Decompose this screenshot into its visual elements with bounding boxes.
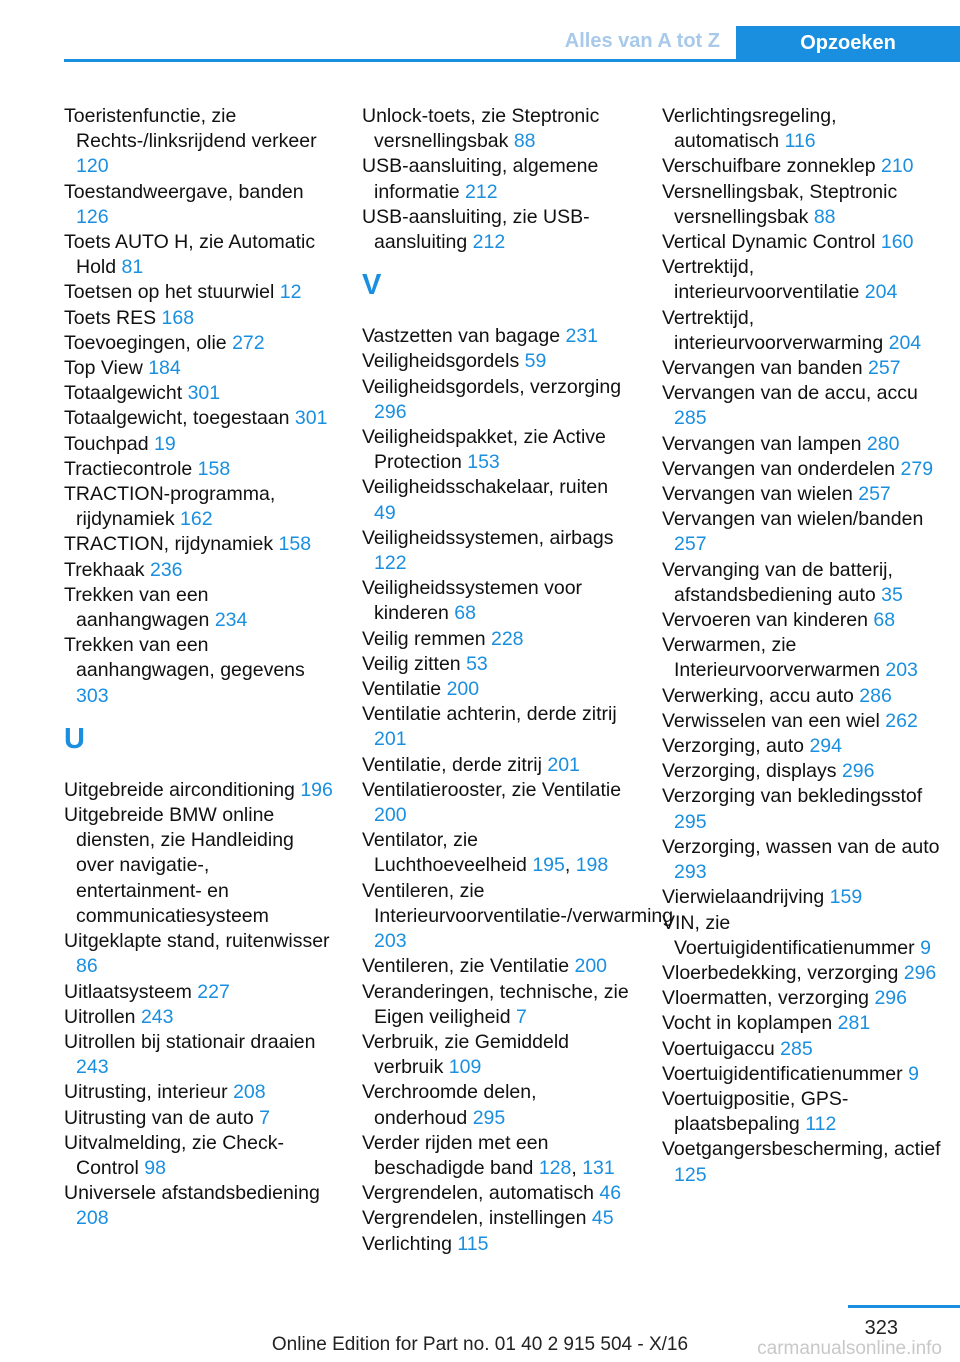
index-entry-text: Verlichting xyxy=(362,1232,452,1255)
index-entry-text: Verder rijden met een beschadigde band xyxy=(362,1131,549,1179)
index-entry xyxy=(662,759,942,784)
page-reference-link[interactable]: 200 xyxy=(446,678,480,701)
index-entry-text: Vertrektijd, interieurvoorventilatie xyxy=(662,256,860,304)
page-number: 323 xyxy=(864,1317,898,1339)
page-reference-link[interactable]: 200 xyxy=(374,804,407,827)
index-entry-text: Veiligheidsgordels xyxy=(362,350,520,373)
page-reference-link[interactable]: 204 xyxy=(864,281,898,304)
section-tab: Opzoeken xyxy=(736,26,960,62)
index-entry xyxy=(362,349,634,374)
index-entry-text: Verwarmen, zie Interieurvoorverwarmen xyxy=(662,634,880,682)
page-reference-link[interactable]: 59 xyxy=(524,350,547,373)
index-entry xyxy=(64,1005,336,1030)
index-entry xyxy=(64,432,336,457)
index-entry-text: Vloerbedekking, verzorging xyxy=(662,961,899,984)
index-entry xyxy=(662,835,942,885)
index-entry-text: USB-aansluiting, algemene informatie xyxy=(362,155,599,203)
index-entry-text: Vertical Dynamic Control xyxy=(662,231,876,254)
index-entry xyxy=(662,154,942,179)
index-entry-text: Uitrollen xyxy=(64,1005,136,1028)
page-reference-link[interactable]: 88 xyxy=(813,205,836,228)
index-entry-text: TRACTION-programma, rijdynamiek xyxy=(64,483,276,531)
index-entry-text: Tractiecontrole xyxy=(64,457,193,480)
index-entry-text: Verzorging van bekledingsstof xyxy=(662,785,923,808)
index-entry-text: Uitlaatsysteem xyxy=(64,980,192,1003)
index-entry-text: Voertuigpositie, GPS-plaatsbepaling xyxy=(662,1087,849,1136)
index-entry-text: Uitgeklapte stand, ruitenwisser xyxy=(64,930,330,953)
index-entry-text: Verchroomde delen, onderhoud xyxy=(362,1081,537,1129)
page-reference-link[interactable]: 286 xyxy=(859,684,892,707)
page-reference-link[interactable]: 9 xyxy=(920,936,931,959)
index-entry-text: VIN, zie Voertuigidentificatienummer xyxy=(662,911,915,959)
watermark: carmanualsonline.info xyxy=(757,1338,942,1359)
page-reference-link[interactable]: 128 xyxy=(538,1156,572,1179)
index-entry-text: Totaalgewicht, toegestaan xyxy=(64,407,290,430)
index-entry-text: Top View xyxy=(64,357,143,380)
page-reference-link[interactable]: 115 xyxy=(457,1232,489,1255)
index-entry xyxy=(362,205,634,255)
index-entry-text: Uitrusting, interieur xyxy=(64,1081,228,1104)
index-entry-text: Ventilatie achterin, derde zitrij xyxy=(362,703,617,726)
index-entry xyxy=(362,954,634,979)
index-entry-text: Toestandweergave, banden xyxy=(64,180,304,203)
index-entry-text: Toeristenfunctie, zie Rechts-/linksrijdend verkeer xyxy=(64,105,317,153)
page-reference-link[interactable]: 126 xyxy=(76,205,109,228)
index-entry xyxy=(362,702,634,752)
edition-footer: Online Edition for Part no. 01 40 2 915 504 - X/16 xyxy=(271,1334,689,1355)
index-entry-text: Unlock-toets, zie Steptronic versnellingsbak xyxy=(362,105,600,153)
index-entry: Ventilator, zie Luchthoeveelheid 195, 198 xyxy=(362,829,609,877)
index-entry xyxy=(362,526,634,576)
index-entry xyxy=(362,1232,634,1257)
index-entry-text: Voetgangersbescherming, actief xyxy=(662,1138,941,1161)
page-reference-link[interactable]: 200 xyxy=(574,955,608,978)
index-entry-text: Veranderingen, technische, zie Eigen veiligheid xyxy=(362,980,629,1028)
index-entry xyxy=(64,583,336,633)
index-entry-text: Veilig zitten xyxy=(362,652,461,675)
page-reference-link[interactable]: 9 xyxy=(908,1062,919,1085)
index-entry-text: Ventileren, zie Ventilatie xyxy=(362,955,570,978)
page-reference-link[interactable]: 296 xyxy=(841,760,875,783)
index-entry xyxy=(64,482,336,532)
page-reference-link[interactable]: 81 xyxy=(121,256,144,279)
index-entry xyxy=(64,778,336,803)
index-entry-text: Vocht in koplampen xyxy=(662,1012,833,1035)
page-reference-link[interactable]: 45 xyxy=(591,1207,614,1230)
index-entry-text: Veiligheidssystemen voor kinderen xyxy=(362,577,583,625)
page-reference-link[interactable]: 125 xyxy=(674,1163,707,1186)
footer-rule xyxy=(848,1305,960,1308)
index-entry xyxy=(662,986,942,1011)
index-entry xyxy=(362,879,674,955)
index-entry xyxy=(662,230,942,255)
index-entry-text: Verzorging, auto xyxy=(662,735,805,758)
index-entry-text: Versnellingsbak, Steptronic versnellingsbak xyxy=(662,180,898,228)
index-entry-text: Vervanging van de batterij, afstandsbediening auto xyxy=(662,558,893,606)
index-entry-text: Verzorging, wassen van de auto xyxy=(662,835,940,858)
index-entry: Verder rijden met een beschadigde band 128, 131 xyxy=(362,1131,615,1179)
page-reference-link[interactable]: 231 xyxy=(565,325,599,348)
index-entry xyxy=(64,1030,336,1080)
index-entry-text: Verbruik, zie Gemiddeld verbruik xyxy=(362,1030,570,1079)
index-entry xyxy=(64,280,336,305)
index-entry xyxy=(64,633,336,709)
index-entry xyxy=(64,1106,336,1131)
index-entry-text: Toevoegingen, olie xyxy=(64,331,227,354)
index-entry xyxy=(64,306,336,331)
section-title: Alles van A tot Z xyxy=(564,30,720,52)
page-reference-link[interactable]: 257 xyxy=(858,483,891,506)
index-column-3 xyxy=(662,104,942,1188)
page-reference-link[interactable]: 281 xyxy=(837,1012,871,1035)
index-entry xyxy=(362,1080,634,1130)
index-entry-text: Vervangen van banden xyxy=(662,357,863,380)
index-entry xyxy=(64,929,336,979)
index-entry xyxy=(64,381,336,406)
index-entry xyxy=(662,734,942,759)
index-entry-text: Vertrektijd, interieurvoorverwarming xyxy=(662,306,884,354)
index-entry xyxy=(64,558,336,583)
page-reference-link[interactable]: 201 xyxy=(547,753,580,776)
index-entry-text: Uitrollen bij stationair draaien xyxy=(64,1030,316,1053)
page-reference-link[interactable]: 227 xyxy=(197,980,230,1003)
index-entry xyxy=(662,784,942,834)
index-entry-text: Veilig remmen xyxy=(362,627,486,650)
index-entry xyxy=(64,803,336,929)
page-reference-link[interactable]: 98 xyxy=(144,1156,166,1179)
index-column-1 xyxy=(64,104,336,1232)
page-reference-link[interactable]: 204 xyxy=(888,331,922,354)
index-entry xyxy=(362,475,634,525)
page-reference-link[interactable]: 228 xyxy=(490,627,524,650)
index-entry-text: Veiligheidspakket, zie Active Protection xyxy=(362,426,606,474)
index-entry xyxy=(662,684,942,709)
index-entry xyxy=(662,482,942,507)
index-entry xyxy=(64,180,336,230)
index-entry xyxy=(662,255,942,305)
header-rule xyxy=(64,59,960,62)
page-reference-link[interactable]: 158 xyxy=(278,533,312,556)
index-entry-text: Vergrendelen, automatisch xyxy=(362,1182,594,1205)
index-entry xyxy=(362,627,634,652)
page-reference-link[interactable]: 212 xyxy=(465,180,498,203)
index-entry xyxy=(64,356,336,381)
page-reference-link[interactable]: 86 xyxy=(76,955,98,978)
index-entry-text: Vierwielaandrijving xyxy=(662,886,825,909)
page-reference-link[interactable]: 203 xyxy=(885,659,918,682)
index-entry-text: Veiligheidsschakelaar, ruiten xyxy=(362,476,609,499)
index-entry xyxy=(64,1181,336,1231)
index-entry-text: Uitrusting van de auto xyxy=(64,1106,254,1129)
index-entry-text: Ventileren, zie Interieurvoorventilatie-/verwarming xyxy=(362,879,674,927)
index-entry-text: Verlichtingsregeling, automatisch xyxy=(662,105,837,153)
index-entry-text: Ventilator, zie Luchthoeveelheid xyxy=(362,829,527,877)
index-entry-text: Vastzetten van bagage xyxy=(362,325,561,348)
page-reference-link[interactable]: 303 xyxy=(76,684,109,707)
index-entry-text: Vervoeren van kinderen xyxy=(662,609,868,632)
index-entry xyxy=(64,1080,336,1105)
index-entry-text: Uitgebreide BMW online diensten, zie Handleiding over navigatie-, entertainment- en communicatiesysteem xyxy=(64,804,294,927)
page-reference-link[interactable]: 208 xyxy=(76,1207,109,1230)
index-entry xyxy=(64,331,336,356)
index-entry-text: Vervangen van lampen xyxy=(662,432,862,455)
index-entry xyxy=(362,154,634,204)
index-entry xyxy=(362,1206,634,1231)
page-reference-link[interactable]: 88 xyxy=(513,130,536,153)
index-entry xyxy=(662,432,942,457)
page-reference-link[interactable]: 158 xyxy=(197,457,231,480)
page-reference-link[interactable]: 257 xyxy=(868,357,901,380)
index-entry xyxy=(662,633,942,683)
index-entry-text: Voertuigidentificatienummer xyxy=(662,1062,903,1085)
index-entry-text: Toets AUTO H, zie Automatic Hold xyxy=(64,231,316,279)
index-entry-text: Verzorging, displays xyxy=(662,760,837,783)
page-reference-link[interactable]: 208 xyxy=(233,1081,266,1104)
index-entry-text: Trekken van een aanhangwagen xyxy=(64,583,210,632)
index-entry-text: Universele afstandsbediening xyxy=(64,1182,320,1205)
page-reference-link[interactable]: 162 xyxy=(180,508,213,531)
index-entry-text: Vergrendelen, instellingen xyxy=(362,1207,587,1230)
index-entry xyxy=(64,230,336,280)
page-reference-link[interactable]: 279 xyxy=(900,457,934,480)
page-reference-link[interactable]: 285 xyxy=(674,407,707,430)
page-reference-link[interactable]: 153 xyxy=(467,451,500,474)
page-reference-link[interactable]: 68 xyxy=(454,602,476,625)
page-reference-link[interactable]: 7 xyxy=(516,1005,527,1028)
page-reference-link[interactable]: 201 xyxy=(374,728,407,751)
page-reference-link[interactable]: 296 xyxy=(903,961,937,984)
index-entry xyxy=(362,324,634,349)
page-reference-link[interactable]: 203 xyxy=(374,930,407,953)
index-entry-text: Toetsen op het stuurwiel xyxy=(64,281,275,304)
page-reference-link[interactable]: 210 xyxy=(880,155,914,178)
index-entry xyxy=(662,558,942,608)
page-reference-link[interactable]: 35 xyxy=(881,583,903,606)
page-reference-link[interactable]: 12 xyxy=(279,281,302,304)
page-reference-link[interactable]: 301 xyxy=(187,382,221,405)
index-entry xyxy=(662,306,942,356)
index-entry-text: TRACTION, rijdynamiek xyxy=(64,533,274,556)
index-entry xyxy=(662,381,942,431)
index-entry xyxy=(362,1181,634,1206)
index-entry-text: Vervangen van wielen xyxy=(662,483,853,506)
index-entry xyxy=(662,885,942,910)
index-entry-text: Vloermatten, verzorging xyxy=(662,987,870,1010)
page-reference-link[interactable]: 243 xyxy=(76,1056,109,1079)
index-entry xyxy=(362,375,634,425)
index-entry-text: Verwisselen van een wiel xyxy=(662,709,880,732)
index-entry xyxy=(362,980,634,1030)
page-reference-link[interactable]: 196 xyxy=(300,778,333,801)
page-reference-link[interactable]: 272 xyxy=(232,331,265,354)
page-reference-link[interactable]: 122 xyxy=(374,552,407,575)
index-entry xyxy=(662,1137,942,1187)
page-reference-link[interactable]: 301 xyxy=(294,407,328,430)
page-reference-link[interactable]: 198 xyxy=(575,854,609,877)
index-entry xyxy=(64,457,336,482)
index-entry-text: Verschuifbare zonneklep xyxy=(662,155,876,178)
index-entry-text: Verwerking, accu auto xyxy=(662,684,854,707)
index-entry xyxy=(362,104,634,154)
index-entry xyxy=(662,608,942,633)
index-entry-text: Uitvalmelding, zie Check-Control xyxy=(64,1131,284,1179)
index-entry xyxy=(662,356,942,381)
page-reference-link[interactable]: 184 xyxy=(148,357,181,380)
index-entry xyxy=(362,1030,634,1080)
index-entry-text: Veiligheidsgordels, verzorging xyxy=(362,375,622,398)
page-reference-link[interactable]: 243 xyxy=(140,1005,174,1028)
page-reference-link[interactable]: 293 xyxy=(674,861,707,884)
index-entry-text: Ventilatierooster, zie Ventilatie xyxy=(362,778,622,801)
page-reference-link[interactable]: 116 xyxy=(784,130,816,153)
index-entry-text: Trekken van een aanhangwagen, gegevens xyxy=(64,634,305,682)
index-entry-text: Ventilatie xyxy=(362,678,442,701)
index-entry-text: Vervangen van onderdelen xyxy=(662,457,896,480)
index-entry xyxy=(662,709,942,734)
index-entry xyxy=(64,104,336,180)
index-entry xyxy=(362,425,634,475)
page-reference-link[interactable]: 159 xyxy=(829,886,863,909)
index-entry xyxy=(64,532,336,557)
page-header xyxy=(64,26,960,62)
page-reference-link[interactable]: 285 xyxy=(780,1037,813,1060)
page-reference-link[interactable]: 19 xyxy=(154,432,176,455)
page-reference-link[interactable]: 7 xyxy=(259,1106,270,1129)
page-reference-link[interactable]: 296 xyxy=(374,400,407,423)
page-reference-link[interactable]: 234 xyxy=(214,609,248,632)
page-reference-link[interactable]: 112 xyxy=(805,1113,837,1136)
index-entry xyxy=(362,652,634,677)
page-reference-link[interactable]: 294 xyxy=(809,735,842,758)
index-entry xyxy=(64,1131,336,1181)
index-column-2 xyxy=(362,104,674,1257)
page-reference-link[interactable]: 195 xyxy=(532,854,565,877)
page-reference-link[interactable]: 46 xyxy=(599,1182,622,1205)
page-reference-link[interactable]: 109 xyxy=(448,1056,482,1079)
page-reference-link[interactable]: 160 xyxy=(880,231,914,254)
index-entry xyxy=(362,576,634,626)
page-reference-link[interactable]: 168 xyxy=(161,306,195,329)
index-entry-text: Vervangen van de accu, accu xyxy=(662,382,918,405)
page-reference-link[interactable]: 53 xyxy=(466,652,488,675)
index-entry-text: Totaalgewicht xyxy=(64,382,183,405)
index-entry-text: USB-aansluiting, zie USB-aansluiting xyxy=(362,205,590,254)
page-reference-link[interactable]: 296 xyxy=(874,987,907,1010)
index-entry-text: Touchpad xyxy=(64,432,149,455)
page-reference-link[interactable]: 131 xyxy=(582,1156,615,1179)
index-entry xyxy=(662,1087,942,1137)
index-entry xyxy=(362,753,634,778)
index-letter-heading: U xyxy=(64,722,85,755)
index-entry xyxy=(662,104,942,154)
page-reference-link[interactable]: 49 xyxy=(374,501,396,524)
page-reference-link[interactable]: 257 xyxy=(674,533,707,556)
index-entry xyxy=(662,507,942,557)
page-reference-link[interactable]: 212 xyxy=(472,231,506,254)
index-letter-heading: V xyxy=(362,269,382,302)
index-entry-text: Voertuigaccu xyxy=(662,1037,775,1060)
index-entry-text: Uitgebreide airconditioning xyxy=(64,778,295,801)
index-entry xyxy=(662,457,942,482)
page-reference-link[interactable]: 280 xyxy=(866,432,900,455)
index-entry-text: Ventilatie, derde zitrij xyxy=(362,753,542,776)
page-reference-link[interactable]: 262 xyxy=(885,709,918,732)
index-entry xyxy=(662,1011,942,1036)
index-entry xyxy=(64,980,336,1005)
index-entry xyxy=(64,406,336,431)
index-entry-text: Trekhaak xyxy=(64,558,145,581)
index-entry xyxy=(662,961,942,986)
page-reference-link[interactable]: 120 xyxy=(76,155,109,178)
index-entry xyxy=(362,778,634,828)
page-reference-link[interactable]: 236 xyxy=(149,558,183,581)
index-entry xyxy=(662,911,942,961)
index-entry-text: Toets RES xyxy=(64,306,157,329)
page-reference-link[interactable]: 295 xyxy=(674,810,707,833)
index-entry xyxy=(662,1062,942,1087)
index-entry-text: Vervangen van wielen/banden xyxy=(662,508,924,531)
page-reference-link[interactable]: 68 xyxy=(873,609,896,632)
index-entry xyxy=(362,677,634,702)
index-entry xyxy=(662,1037,942,1062)
index-entry-text: Veiligheidssystemen, airbags xyxy=(362,526,614,549)
page-reference-link[interactable]: 295 xyxy=(472,1106,506,1129)
index-entry xyxy=(662,180,942,230)
